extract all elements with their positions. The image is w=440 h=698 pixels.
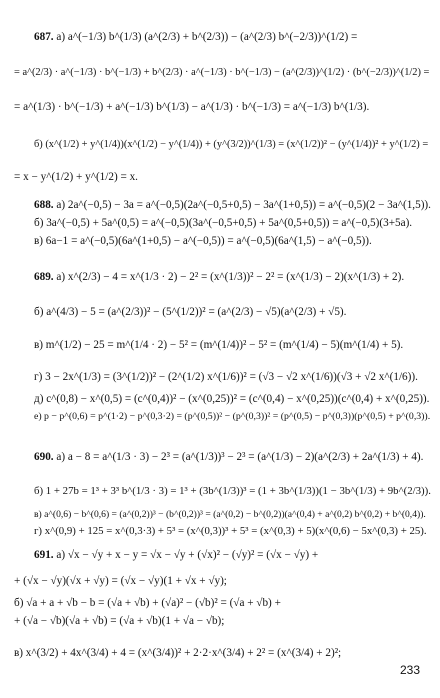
math-line: г) 3 − 2x^(1/3) = (3^(1/2))² − (2^(1/2) x^(1/6))² = (√3 − √2 x^(1/6))(√3 + √2 x^(1/6)).	[34, 371, 418, 383]
math-line	[34, 30, 357, 44]
math-line: д) c^(0,8) − x^(0,5) = (c^(0,4))² − (x^(0,25))² = (c^(0,4) − x^(0,25))(c^(0,4) + x^(0,25)).	[34, 393, 430, 405]
problem-number: 687.	[34, 31, 54, 43]
problem-number: 690.	[34, 451, 54, 463]
math-line: в) 6a−1 = a^(−0,5)(6a^(1+0,5) − a^(−0,5)) = a^(−0,5)(6a^(1,5) − a^(−0,5)).	[34, 235, 372, 247]
problem-number: 691.	[34, 549, 54, 561]
expression: а) a − 8 = a^(1/3 · 3) − 2³ = (a^(1/3))³ − 2³ = (a^(1/3) − 2)(a^(2/3) + 2a^(1/3) + 4).	[56, 451, 424, 463]
expression: а) 2a^(−0,5) − 3a = a^(−0,5)(2a^(−0,5+0,5) − 3a^(1+0,5)) = a^(−0,5)(2 − 3a^(1,5)).	[56, 199, 431, 211]
math-line	[34, 548, 318, 562]
math-line: б) √a + a + √b − b = (√a + √b) + (√a)² − (√b)² = (√a + √b) +	[14, 597, 281, 609]
expression: а) √x − √y + x − y = √x − √y + (√x)² − (√y)² = (√x − √y) +	[56, 549, 319, 561]
math-line: е) p − p^(0,6) = p^(1·2) − p^(0,3·2) = (p^(0,5))² − (p^(0,3))² = (p^(0,5) − p^(0,3))(p^(0,5) + p^(0,3)).	[34, 411, 431, 422]
expression: а) x^(2/3) − 4 = x^(1/3 · 2) − 2² = (x^(1/3))² − 2² = (x^(1/3) − 2)(x^(1/3) + 2).	[56, 271, 405, 283]
math-line: = x − y^(1/2) + y^(1/2) = x.	[14, 171, 138, 183]
math-line: в) a^(0,6) − b^(0,6) = (a^(0,2))³ − (b^(0,2))³ = (a^(0,2) − b^(0,2))(a^(0,4) + a^(0,2) b^(0,2) + b^(0,4)).	[34, 509, 426, 520]
page-number: 233	[399, 663, 420, 677]
math-line: в) m^(1/2) − 25 = m^(1/4 · 2) − 5² = (m^(1/4))² − 5² = (m^(1/4) − 5)(m^(1/4) + 5).	[34, 339, 404, 351]
math-line: б) 1 + 27b = 1³ + 3³ b^(1/3 · 3) = 1³ + (3b^(1/3))³ = (1 + 3b^(1/3))(1 − 3b^(1/3) + 9b^(2/3)).	[34, 485, 431, 497]
math-line: б) a^(4/3) − 5 = (a^(2/3))² − (5^(1/2))² = (a^(2/3) − √5)(a^(2/3) + √5).	[34, 306, 347, 318]
math-line: + (√x − √y)(√x + √y) = (√x − √y)(1 + √x + √y);	[14, 575, 227, 587]
math-line: в) x^(3/2) + 4x^(3/4) + 4 = (x^(3/4))² + 2·2·x^(3/4) + 2² = (x^(3/4) + 2)²;	[14, 647, 342, 659]
math-line	[34, 198, 431, 212]
math-line	[34, 270, 404, 284]
expression: а) a^(−1/3) b^(1/3) (a^(2/3) + b^(2/3)) − (a^(2/3) b^(−2/3))^(1/2) =	[56, 31, 358, 43]
problem-number: 689.	[34, 271, 54, 283]
problem-number: 688.	[34, 199, 54, 211]
math-line: б) 3a^(−0,5) + 5a^(0,5) = a^(−0,5)(3a^(−0,5+0,5) + 5a^(0,5+0,5)) = a^(−0,5)(3+5a).	[34, 217, 413, 229]
math-line: г) x^(0,9) + 125 = x^(0,3·3) + 5³ = (x^(0,3))³ + 5³ = (x^(0,3) + 5)(x^(0,6) − 5x^(0,3) + 25).	[34, 525, 427, 537]
math-line: б) (x^(1/2) + y^(1/4))(x^(1/2) − y^(1/4)) + (y^(3/2))^(1/3) = (x^(1/2))² − (y^(1/4))² + y^(1/2) =	[34, 139, 429, 150]
math-line: + (√a − √b)(√a + √b) = (√a + √b)(1 + √a − √b);	[14, 615, 225, 627]
math-line: = a^(1/3) · b^(−1/3) + a^(−1/3) b^(1/3) − a^(1/3) · b^(−1/3) = a^(−1/3) b^(1/3).	[14, 101, 370, 113]
math-line	[34, 450, 423, 464]
math-line: = a^(2/3) · a^(−1/3) · b^(−1/3) + b^(2/3) · a^(−1/3) · b^(−1/3) − (a^(2/3))^(1/2) · (b^(−2/3))^(1/2) =	[14, 67, 430, 78]
